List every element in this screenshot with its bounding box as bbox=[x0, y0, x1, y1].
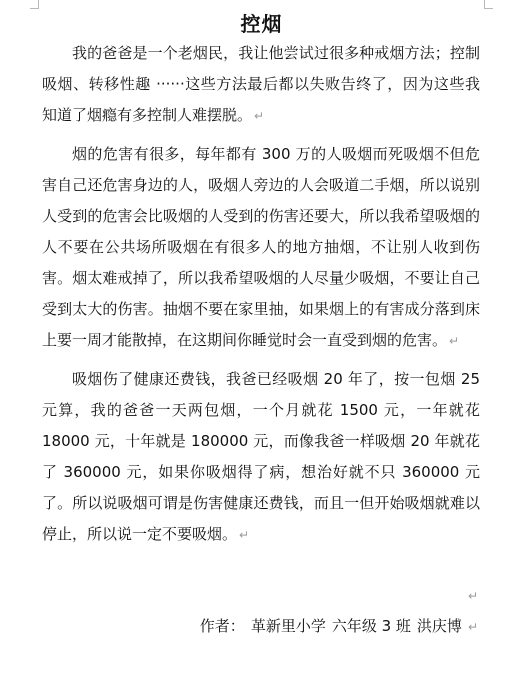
paragraph-mark-icon: ↵ bbox=[449, 334, 460, 348]
paragraph-text: 吸烟伤了健康还费钱，我爸已经吸烟 20 年了，按一包烟 25 元算，我的爸爸一天两包烟，一个月就花 1500 元，一年就花 18000 元，十年就是 180000 元，而像我爸一样吸烟 20 年就花了 360000 元，如果你吸烟得了病，想治好就不只 360000 元了。所以说吸烟可谓是伤害健康还费钱，而且一但开始吸烟就难以停止，所以说一定不要吸烟。 bbox=[42, 370, 480, 543]
paragraph-mark-icon: ↵ bbox=[468, 589, 479, 603]
document-title: 控烟 bbox=[240, 12, 283, 36]
author-school: 革新里小学 bbox=[250, 617, 326, 635]
document-body bbox=[42, 38, 480, 558]
author-label: 作者： bbox=[199, 617, 245, 635]
paragraph-1 bbox=[42, 38, 480, 132]
author-class: 六年级 3 班 bbox=[331, 617, 411, 635]
paragraph-3 bbox=[42, 364, 480, 551]
paragraph-2 bbox=[42, 139, 480, 357]
author-name: 洪庆博 bbox=[416, 617, 462, 635]
paragraph-mark-icon: ↵ bbox=[467, 620, 478, 634]
paragraph-mark-icon: ↵ bbox=[239, 528, 250, 542]
paragraph-text: 我的爸爸是一个老烟民，我让他尝试过很多种戒烟方法；控制吸烟、转移性趣 ······这些方法最后都以失败告终了，因为这些我知道了烟瘾有多控制人难摆脱。 bbox=[42, 44, 480, 124]
paragraph-mark-icon: ↵ bbox=[254, 109, 265, 123]
author-line bbox=[194, 615, 478, 636]
paragraph-text: 烟的危害有很多，每年都有 300 万的人吸烟而死吸烟不但危害自己还危害身边的人，吸烟人旁边的人会吸道二手烟，所以说别人受到的危害会比吸烟的人受到的伤害还要大，所以我希望吸烟的人不要在公共场所吸烟在有很多人的地方抽烟，不让别人收到伤害。烟太难戒掉了，所以我希望吸烟的人尽量少吸烟，不要让自己受到太大的伤害。抽烟不要在家里抽，如果烟上的有害成分落到床上要一周才能散掉，在这期间你睡觉时会一直受到烟的危害。 bbox=[42, 145, 480, 349]
